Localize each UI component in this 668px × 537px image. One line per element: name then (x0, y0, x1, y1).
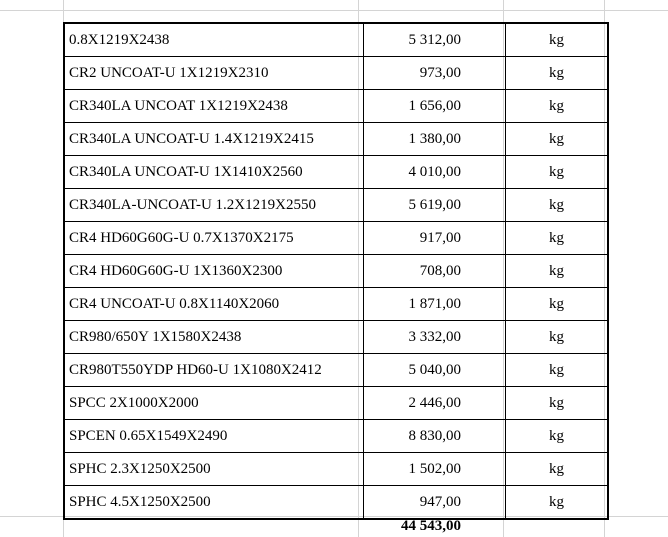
description-cell[interactable]: CR340LA UNCOAT 1X1219X2438 (64, 90, 364, 123)
quantity-cell[interactable]: 947,00 (364, 486, 506, 520)
quantity-cell[interactable]: 1 871,00 (364, 288, 506, 321)
table-row (64, 321, 608, 354)
table-row (64, 255, 608, 288)
quantity-cell[interactable]: 8 830,00 (364, 420, 506, 453)
unit-cell[interactable]: kg (506, 255, 609, 288)
table-row (64, 90, 608, 123)
description-cell[interactable]: CR4 HD60G60G-U 0.7X1370X2175 (64, 222, 364, 255)
unit-cell[interactable]: kg (506, 387, 609, 420)
table-row (64, 156, 608, 189)
description-cell[interactable]: CR340LA UNCOAT-U 1X1410X2560 (64, 156, 364, 189)
table-row (64, 354, 608, 387)
unit-cell[interactable]: kg (506, 23, 609, 57)
description-cell[interactable]: SPHC 4.5X1250X2500 (64, 486, 364, 520)
quantity-cell[interactable]: 4 010,00 (364, 156, 506, 189)
quantity-cell[interactable]: 1 380,00 (364, 123, 506, 156)
materials-table (63, 22, 609, 520)
quantity-cell[interactable]: 1 502,00 (364, 453, 506, 486)
quantity-cell[interactable]: 708,00 (364, 255, 506, 288)
grid-line (0, 10, 668, 11)
quantity-cell[interactable]: 5 312,00 (364, 23, 506, 57)
table-row (64, 486, 608, 520)
description-cell[interactable]: CR980/650Y 1X1580X2438 (64, 321, 364, 354)
unit-cell[interactable]: kg (506, 123, 609, 156)
description-cell[interactable]: CR4 HD60G60G-U 1X1360X2300 (64, 255, 364, 288)
unit-cell[interactable]: kg (506, 222, 609, 255)
description-cell[interactable]: SPHC 2.3X1250X2500 (64, 453, 364, 486)
unit-cell[interactable]: kg (506, 486, 609, 520)
table-row (64, 189, 608, 222)
description-cell[interactable]: CR4 UNCOAT-U 0.8X1140X2060 (64, 288, 364, 321)
description-cell[interactable]: SPCEN 0.65X1549X2490 (64, 420, 364, 453)
description-cell[interactable]: CR340LA UNCOAT-U 1.4X1219X2415 (64, 123, 364, 156)
unit-cell[interactable]: kg (506, 90, 609, 123)
table-row (64, 453, 608, 486)
unit-cell[interactable]: kg (506, 156, 609, 189)
description-cell[interactable]: SPCC 2X1000X2000 (64, 387, 364, 420)
unit-cell[interactable]: kg (506, 189, 609, 222)
table-row (64, 222, 608, 255)
unit-cell[interactable]: kg (506, 453, 609, 486)
quantity-cell[interactable]: 5 040,00 (364, 354, 506, 387)
description-cell[interactable]: CR2 UNCOAT-U 1X1219X2310 (64, 57, 364, 90)
description-cell[interactable]: 0.8X1219X2438 (64, 23, 364, 57)
table-row (64, 288, 608, 321)
quantity-cell[interactable]: 917,00 (364, 222, 506, 255)
total-cell[interactable]: 44 543,00 (401, 518, 461, 534)
unit-cell[interactable]: kg (506, 420, 609, 453)
unit-cell[interactable]: kg (506, 354, 609, 387)
unit-cell[interactable]: kg (506, 288, 609, 321)
quantity-cell[interactable]: 3 332,00 (364, 321, 506, 354)
unit-cell[interactable]: kg (506, 321, 609, 354)
table-row (64, 23, 608, 57)
quantity-cell[interactable]: 1 656,00 (364, 90, 506, 123)
description-cell[interactable]: CR340LA-UNCOAT-U 1.2X1219X2550 (64, 189, 364, 222)
description-cell[interactable]: CR980T550YDP HD60-U 1X1080X2412 (64, 354, 364, 387)
quantity-cell[interactable]: 973,00 (364, 57, 506, 90)
table-row (64, 420, 608, 453)
table-row (64, 57, 608, 90)
quantity-cell[interactable]: 5 619,00 (364, 189, 506, 222)
table-row (64, 123, 608, 156)
quantity-cell[interactable]: 2 446,00 (364, 387, 506, 420)
table-row (64, 387, 608, 420)
unit-cell[interactable]: kg (506, 57, 609, 90)
